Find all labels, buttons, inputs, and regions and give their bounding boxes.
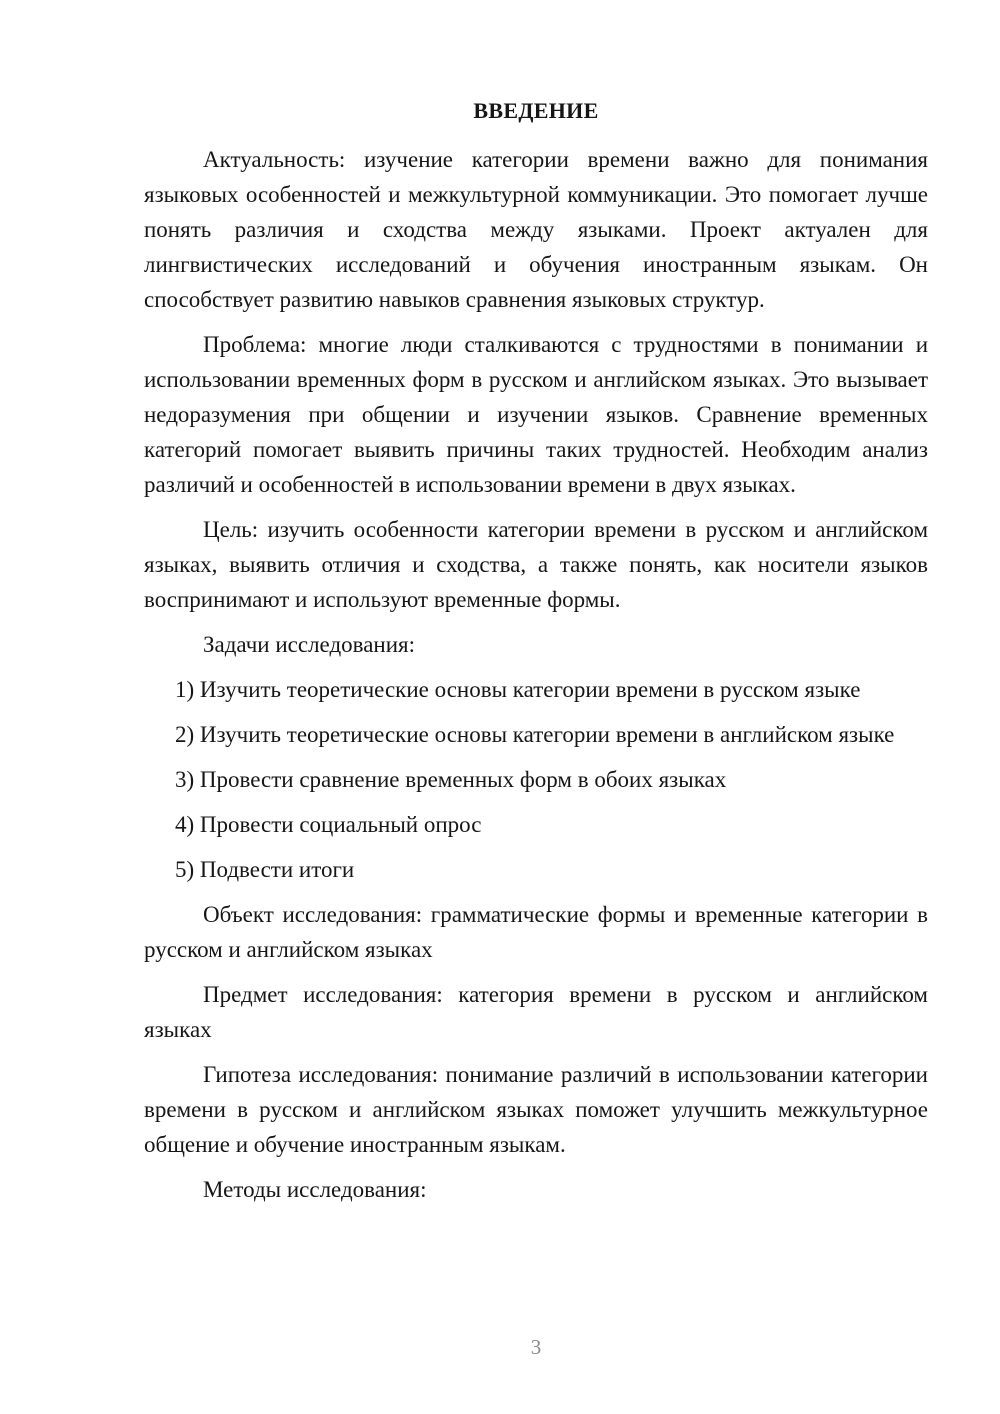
section-title: ВВЕДЕНИЕ <box>473 98 599 123</box>
document-body <box>144 142 928 1217</box>
paragraph-problem: Проблема: многие люди сталкиваются с трудностями в понимании и использовании временных форм в русском и английском языках. Это вызывает недоразумения при общении и изучении языков. Сравнение временных категорий помогает выявить причины таких трудностей. Необходим анализ различий и особенностей в использовании времени в двух языках. <box>144 332 928 497</box>
paragraph-object: Объект исследования: грамматические формы и временные категории в русском и английском языках <box>144 902 928 962</box>
task-item-2: 2) Изучить теоретические основы категории времени в английском языке <box>175 722 895 747</box>
task-item-4: 4) Провести социальный опрос <box>175 812 482 837</box>
task-item-3: 3) Провести сравнение временных форм в обоих языках <box>175 767 727 792</box>
paragraph-goal: Цель: изучить особенности категории времени в русском и английском языках, выявить отличия и сходства, а также понять, как носители языков воспринимают и используют временные формы. <box>144 517 928 612</box>
task-item-5: 5) Подвести итоги <box>175 857 355 882</box>
methods-heading: Методы исследования: <box>203 1177 427 1202</box>
paragraph-subject: Предмет исследования: категория времени в русском и английском языках <box>144 982 928 1042</box>
tasks-heading: Задачи исследования: <box>203 632 416 657</box>
page-number: 3 <box>530 1335 542 1359</box>
task-item-1: 1) Изучить теоретические основы категории времени в русском языке <box>175 677 861 702</box>
paragraph-relevance: Актуальность: изучение категории времени важно для понимания языковых особенностей и межкультурной коммуникации. Это помогает лучше понять различия и сходства между языками. Проект актуален для лингвистических исследований и обучения иностранным языкам. Он способствует развитию навыков сравнения языковых структур. <box>144 147 928 312</box>
paragraph-hypothesis: Гипотеза исследования: понимание различий в использовании категории времени в русском и английском языках поможет улучшить межкультурное общение и обучение иностранным языкам. <box>144 1062 928 1157</box>
